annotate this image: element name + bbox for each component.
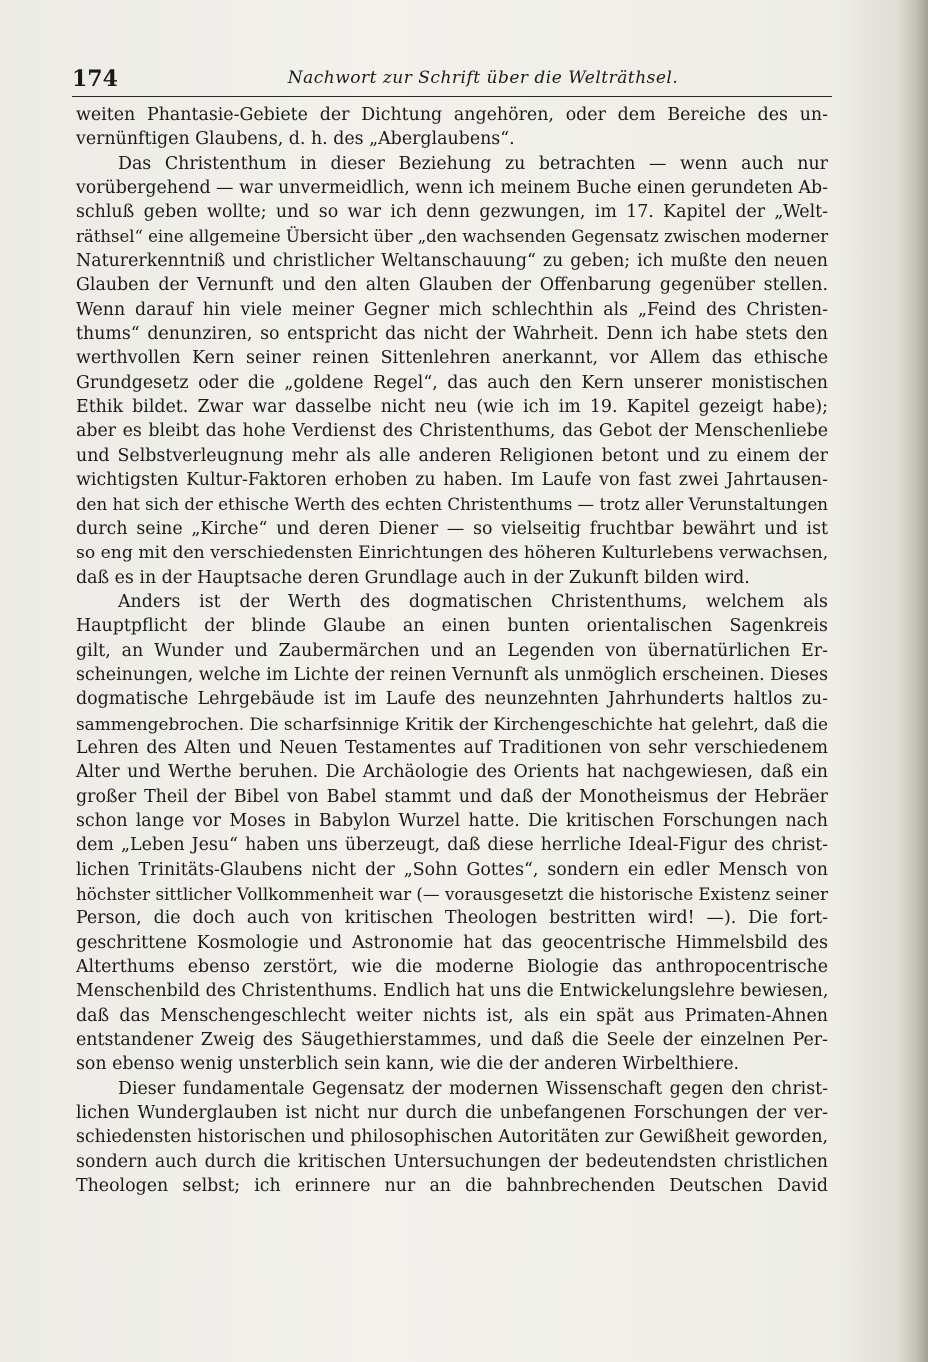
body-text [76,103,828,1198]
text-line: dogmatische Lehrgebäude ist im Laufe des neunzehnten Jahrhunderts haltlos zu- [76,689,828,710]
text-line: großer Theil der Bibel von Babel stammt und daß der Monotheismus der Hebräer [76,786,828,807]
text-line: Glauben der Vernunft und den alten Glauben der Offenbarung gegenüber stellen. [76,275,828,296]
text-line: vorübergehend — war unvermeidlich, wenn ich meinem Buche einen gerundeten Ab- [76,178,828,199]
text-line: son ebenso wenig unsterblich sein kann, wie die der anderen Wirbelthiere. [76,1054,740,1075]
text-line: dem „Leben Jesu“ haben uns überzeugt, daß diese herrliche Ideal-Figur des christ- [76,835,828,856]
text-line: aber es bleibt das hohe Verdienst des Christenthums, das Gebot der Menschenliebe [76,421,828,442]
text-line: höchster sittlicher Vollkommenheit war (— vorausgesetzt die historische Existenz seiner [76,884,828,904]
text-line: Wenn darauf hin viele meiner Gegner mich schlechthin als „Feind des Christen- [76,299,828,320]
text-line: schluß geben wollte; und so war ich denn gezwungen, im 17. Kapitel der „Welt- [76,202,828,223]
text-line: geschrittene Kosmologie und Astronomie hat das geocentrische Himmelsbild des [76,932,828,953]
page-header [72,66,848,96]
text-line: wichtigsten Kultur-Faktoren erhoben zu haben. Im Laufe von fast zwei Jahrtausen- [76,470,828,491]
text-line: weiten Phantasie-Gebiete der Dichtung angehören, oder dem Bereiche des un- [76,105,828,125]
text-line: Das Christenthum in dieser Beziehung zu betrachten — wenn auch nur [118,153,828,174]
text-line: so eng mit den verschiedensten Einrichtungen des höheren Kulturlebens verwachsen, [76,543,829,564]
text-line: entstandener Zweig des Säugethierstammes, und daß die Seele der einzelnen Per- [76,1030,828,1051]
text-line: daß es in der Hauptsache deren Grundlage auch in der Zukunft bilden wird. [76,567,750,588]
text-line: und Selbstverleugnung mehr als alle anderen Religionen betont und zu einem der [76,445,828,466]
text-line: lichen Wunderglauben ist nicht nur durch die unbefangenen Forschungen der ver- [76,1103,828,1124]
text-line: Theologen selbst; ich erinnere nur an die bahnbrechenden Deutschen David [76,1176,828,1197]
running-title: Nachwort zur Schrift über die Welträthsel. [287,68,679,88]
text-line: Menschenbild des Christenthums. Endlich hat uns die Entwickelungslehre bewiesen, [76,981,829,1002]
text-line: den hat sich der ethische Werth des echten Christenthums — trotz aller Verunstaltungen [76,494,828,514]
text-line: daß das Menschengeschlecht weiter nichts ist, als ein spät aus Primaten-Ahnen [76,1005,828,1026]
text-line: räthsel“ eine allgemeine Übersicht über „den wachsenden Gegensatz zwischen moderner [76,226,829,246]
page-number: 174 [72,66,118,92]
text-line: scheinungen, welche im Lichte der reinen Vernunft als unmöglich erscheinen. Dieses [76,664,828,685]
text-line: sondern auch durch die kritischen Untersuchungen der bedeutendsten christlichen [76,1151,828,1172]
text-line: Ethik bildet. Zwar war dasselbe nicht neu (wie ich im 19. Kapitel gezeigt habe); [76,397,828,418]
text-line: schon lange vor Moses in Babylon Wurzel hatte. Die kritischen Forschungen nach [76,810,828,831]
text-line: Alterthums ebenso zerstört, wie die moderne Biologie das anthropocentrische [76,957,828,978]
text-line: Alter und Werthe beruhen. Die Archäologie des Orients hat nachgewiesen, daß ein [76,762,828,783]
text-line: lichen Trinitäts-Glaubens nicht der „Sohn Gottes“, sondern ein edler Mensch von [76,859,828,880]
text-line: Grundgesetz oder die „goldene Regel“, das auch den Kern unserer monistischen [76,372,828,393]
text-line: werthvollen Kern seiner reinen Sittenlehren anerkannt, vor Allem das ethische [76,348,828,369]
text-line: gilt, an Wunder und Zaubermärchen und an Legenden von übernatürlichen Er- [76,640,828,661]
header-rule [72,96,832,97]
page-edge-shadow [898,0,928,1362]
text-line: Hauptpflicht der blinde Glaube an einen bunten orientalischen Sagenkreis [76,616,828,637]
text-line: Naturerkenntniß und christlicher Weltanschauung“ zu geben; ich mußte den neuen [76,251,828,272]
text-line: sammengebrochen. Die scharfsinnige Kritik der Kirchengeschichte hat gelehrt, daß die [76,713,828,734]
text-line: Dieser fundamentale Gegensatz der modernen Wissenschaft gegen den christ- [118,1078,828,1099]
text-line: durch seine „Kirche“ und deren Diener — so vielseitig fruchtbar bewährt und ist [76,518,828,539]
text-line: Anders ist der Werth des dogmatischen Christenthums, welchem als [118,591,828,612]
text-line: schiedensten historischen und philosophischen Autoritäten zur Gewißheit geworden, [76,1127,829,1148]
text-line: vernünftigen Glaubens, d. h. des „Aberglaubens“. [76,129,515,150]
text-line: Person, die doch auch von kritischen Theologen bestritten wird! —). Die fort- [76,908,828,929]
text-line: thums“ denunziren, so entspricht das nicht der Wahrheit. Denn ich habe stets den [76,324,828,345]
text-line: Lehren des Alten und Neuen Testamentes auf Traditionen von sehr verschiedenem [76,737,828,758]
